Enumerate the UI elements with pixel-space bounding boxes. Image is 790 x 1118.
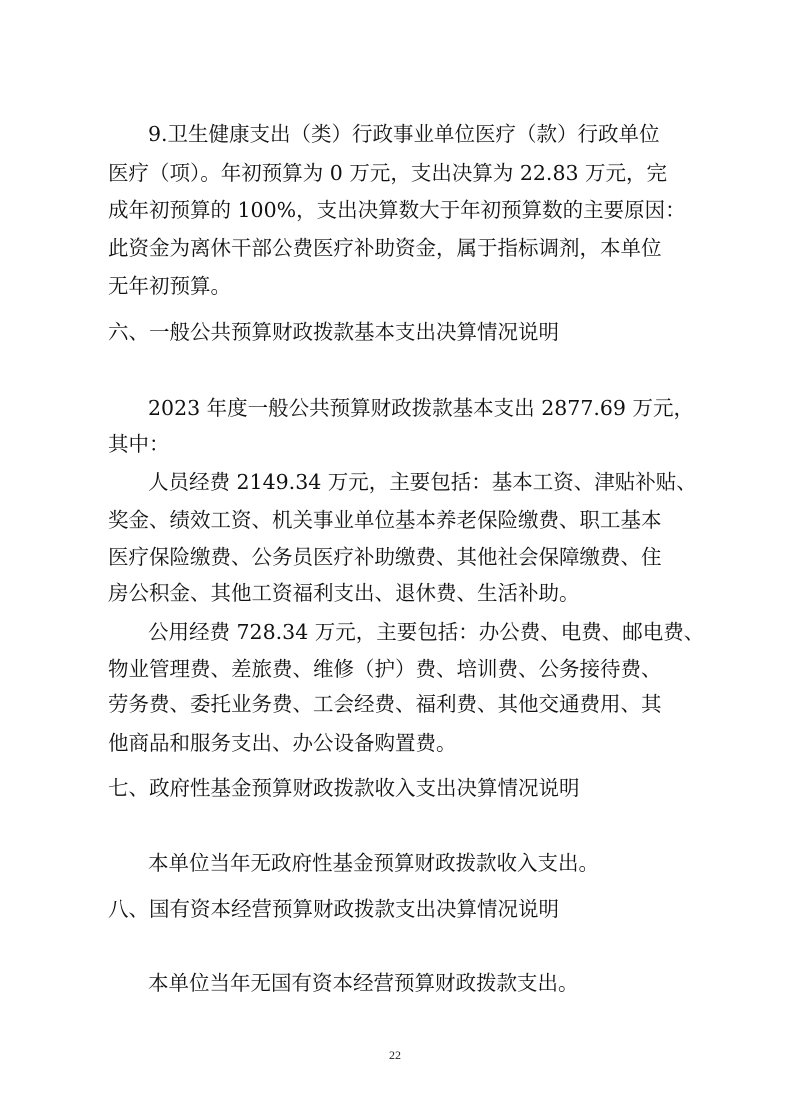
- section-7-body: 本单位当年无政府性基金预算财政拨款收入支出。: [148, 851, 599, 875]
- personnel-expense-line-2: 奖金、绩效工资、机关事业单位基本养老保险缴费、职工基本: [108, 508, 662, 532]
- page-number: 22: [389, 1048, 401, 1062]
- section-6-intro-line-1: 2023 年度一般公共预算财政拨款基本支出 2877.69 万元，: [148, 396, 694, 420]
- public-expense-line-4: 他商品和服务支出、办公设备购置费。: [108, 731, 457, 755]
- section-6-heading: 六、一般公共预算财政拨款基本支出决算情况说明: [108, 320, 559, 344]
- personnel-expense-line-4: 房公积金、其他工资福利支出、退休费、生活补助。: [108, 581, 580, 605]
- paragraph-9-line-4: 此资金为离休干部公费医疗补助资金，属于指标调剂，本单位: [108, 236, 662, 260]
- paragraph-9-line-5: 无年初预算。: [108, 274, 231, 298]
- personnel-expense-line-3: 医疗保险缴费、公务员医疗补助缴费、其他社会保障缴费、住: [108, 545, 662, 569]
- paragraph-9-line-2: 医疗（项）。年初预算为 0 万元，支出决算为 22.83 万元，完: [108, 161, 668, 185]
- section-6-intro-line-2: 其中：: [108, 432, 170, 456]
- paragraph-9-line-3: 成年初预算的 100%，支出决算数大于年初预算数的主要原因：: [108, 198, 686, 222]
- paragraph-9-line-1: 9.卫生健康支出（类）行政事业单位医疗（款）行政单位: [148, 122, 660, 146]
- section-7-heading: 七、政府性基金预算财政拨款收入支出决算情况说明: [108, 776, 580, 800]
- public-expense-line-1: 公用经费 728.34 万元，主要包括：办公费、电费、邮电费、: [148, 620, 705, 644]
- personnel-expense-line-1: 人员经费 2149.34 万元，主要包括：基本工资、津贴补贴、: [148, 470, 697, 494]
- section-8-body: 本单位当年无国有资本经营预算财政拨款支出。: [148, 971, 579, 995]
- public-expense-line-3: 劳务费、委托业务费、工会经费、福利费、其他交通费用、其: [108, 692, 662, 716]
- public-expense-line-2: 物业管理费、差旅费、维修（护）费、培训费、公务接待费、: [108, 657, 662, 681]
- section-8-heading: 八、国有资本经营预算财政拨款支出决算情况说明: [108, 897, 559, 921]
